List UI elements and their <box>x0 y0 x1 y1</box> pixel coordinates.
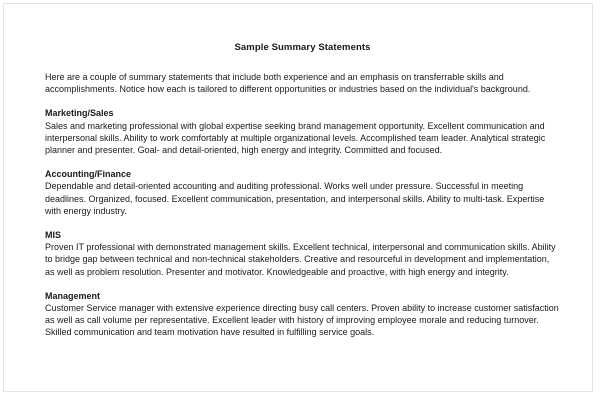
section-body: Customer Service manager with extensive experience directing busy call centers. Proven ability to increase customer satisfaction as well as call volume per representative. Excellent leader with history of improving employee morale and reducing turnover. Skilled communication and team motivation have resulted in fulfilling service goals. <box>45 303 559 338</box>
section-body: Sales and marketing professional with global expertise seeking brand management opportunity. Excellent communication and interpersonal skills. Ability to work comfortably at multiple organizational levels. Accomplished team leader. Analytical strategic planner and presenter. Goal- and detail-oriented, high energy and integrity. Committed and focused. <box>45 120 546 156</box>
section-management <box>45 290 560 339</box>
section-heading: Marketing/Sales <box>45 108 114 119</box>
page-title: Sample Summary Statements <box>234 42 371 53</box>
section-marketing-sales <box>45 107 560 156</box>
section-accounting-finance <box>45 168 560 217</box>
section-body: Dependable and detail-oriented accounting and auditing professional. Works well under pressure. Successful in meeting deadlines. Organized, focused. Excellent communication, presentation, and interpersonal skills. Ability to multi-task. Expertise with energy industry. <box>45 181 545 216</box>
section-body: Proven IT professional with demonstrated management skills. Excellent technical, interpersonal and communication skills. Ability to bridge gap between technical and non-technical stakeholders. Creative and resourceful in development and implementation, as well as problem resolution. Presenter and motivator. Knowledgeable and proactive, with high energy and integrity. <box>45 242 556 277</box>
section-heading: Accounting/Finance <box>45 169 132 180</box>
document-page <box>3 3 593 392</box>
section-heading: MIS <box>45 230 62 241</box>
document-content <box>45 4 560 339</box>
section-mis <box>45 229 560 278</box>
intro-paragraph: Here are a couple of summary statements that include both experience and an emphasis on transferrable skills and accomplishments. Notice how each is tailored to different opportunities or industries based on the individual's background. <box>45 72 531 95</box>
section-heading: Management <box>45 290 101 301</box>
